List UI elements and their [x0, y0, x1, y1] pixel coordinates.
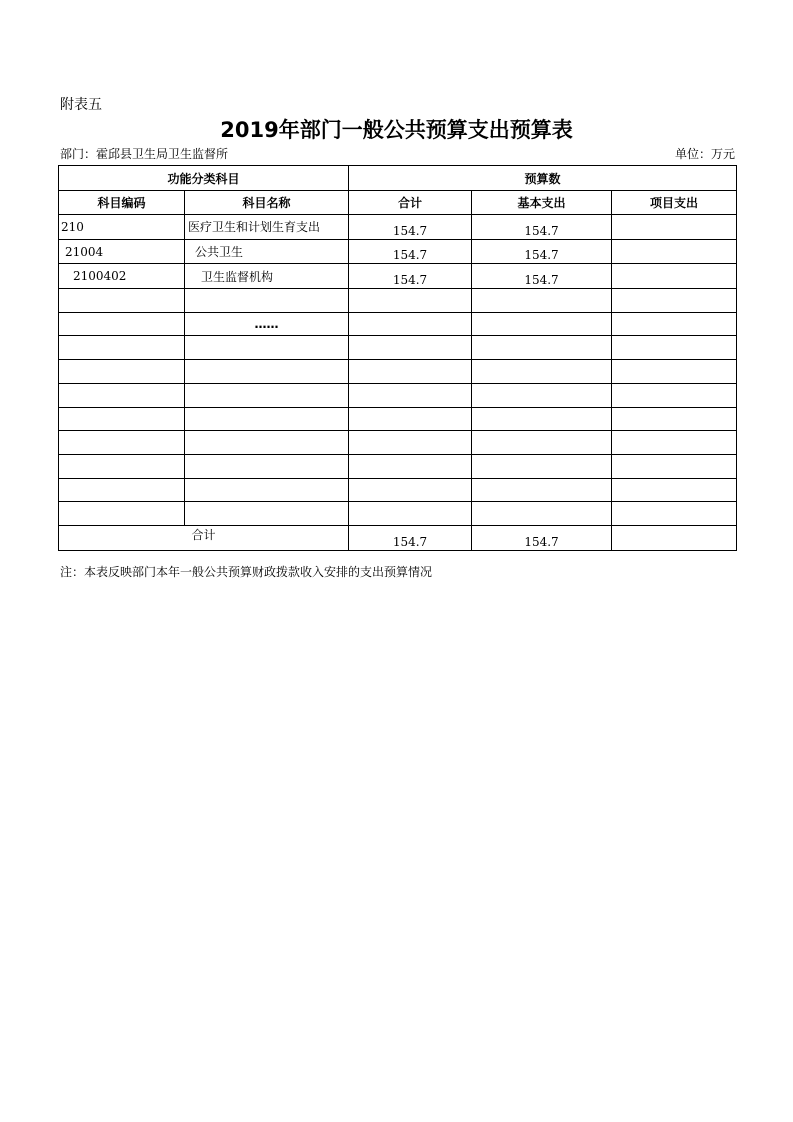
header-basic: 基本支出: [472, 191, 612, 215]
header-functional-classification: 功能分类科目: [59, 166, 349, 191]
header-name: 科目名称: [185, 191, 349, 215]
attachment-label: 附表五: [60, 97, 102, 113]
row-total: 154.7: [349, 239, 472, 264]
header-row-columns: [59, 191, 737, 215]
sum-total: 154.7: [349, 525, 472, 550]
header-code: 科目编码: [59, 191, 185, 215]
header-budget-amount: 预算数: [349, 166, 737, 191]
table-row: [59, 264, 737, 289]
row-code: 210: [59, 215, 185, 240]
row-total: 154.7: [349, 215, 472, 240]
table-row: [59, 239, 737, 264]
page-title: 2019年部门一般公共预算支出预算表: [220, 118, 573, 142]
header-total: 合计: [349, 191, 472, 215]
footnote: 注：本表反映部门本年一般公共预算财政拨款收入安排的支出预算情况: [60, 565, 433, 579]
budget-table: [58, 165, 737, 551]
row-name: 医疗卫生和计划生育支出: [185, 215, 349, 240]
ellipsis-row: [59, 312, 737, 336]
department-label: 部门：霍邱县卫生局卫生监督所: [60, 147, 229, 161]
row-basic: 154.7: [472, 264, 612, 289]
row-project: [612, 215, 737, 240]
row-code: 21004: [59, 239, 185, 264]
empty-row: [59, 336, 737, 360]
empty-row: [59, 502, 737, 526]
row-basic: 154.7: [472, 239, 612, 264]
unit-label: 单位：万元: [674, 147, 735, 161]
empty-row: [59, 383, 737, 407]
ellipsis: ……: [185, 312, 349, 336]
row-basic: 154.7: [472, 215, 612, 240]
empty-row: [59, 407, 737, 431]
row-code: 2100402: [59, 264, 185, 289]
header-row-group: [59, 166, 737, 191]
empty-row: [59, 454, 737, 478]
empty-row: [59, 289, 737, 313]
empty-row: [59, 431, 737, 455]
sum-project: [612, 525, 737, 550]
row-total: 154.7: [349, 264, 472, 289]
table-row: [59, 215, 737, 240]
row-name: 卫生监督机构: [185, 264, 349, 289]
row-name: 公共卫生: [185, 239, 349, 264]
empty-row: [59, 478, 737, 502]
sum-label: 合计: [59, 525, 349, 550]
row-project: [612, 239, 737, 264]
header-project: 项目支出: [612, 191, 737, 215]
row-project: [612, 264, 737, 289]
sum-row: [59, 525, 737, 550]
empty-row: [59, 360, 737, 384]
sum-basic: 154.7: [472, 525, 612, 550]
